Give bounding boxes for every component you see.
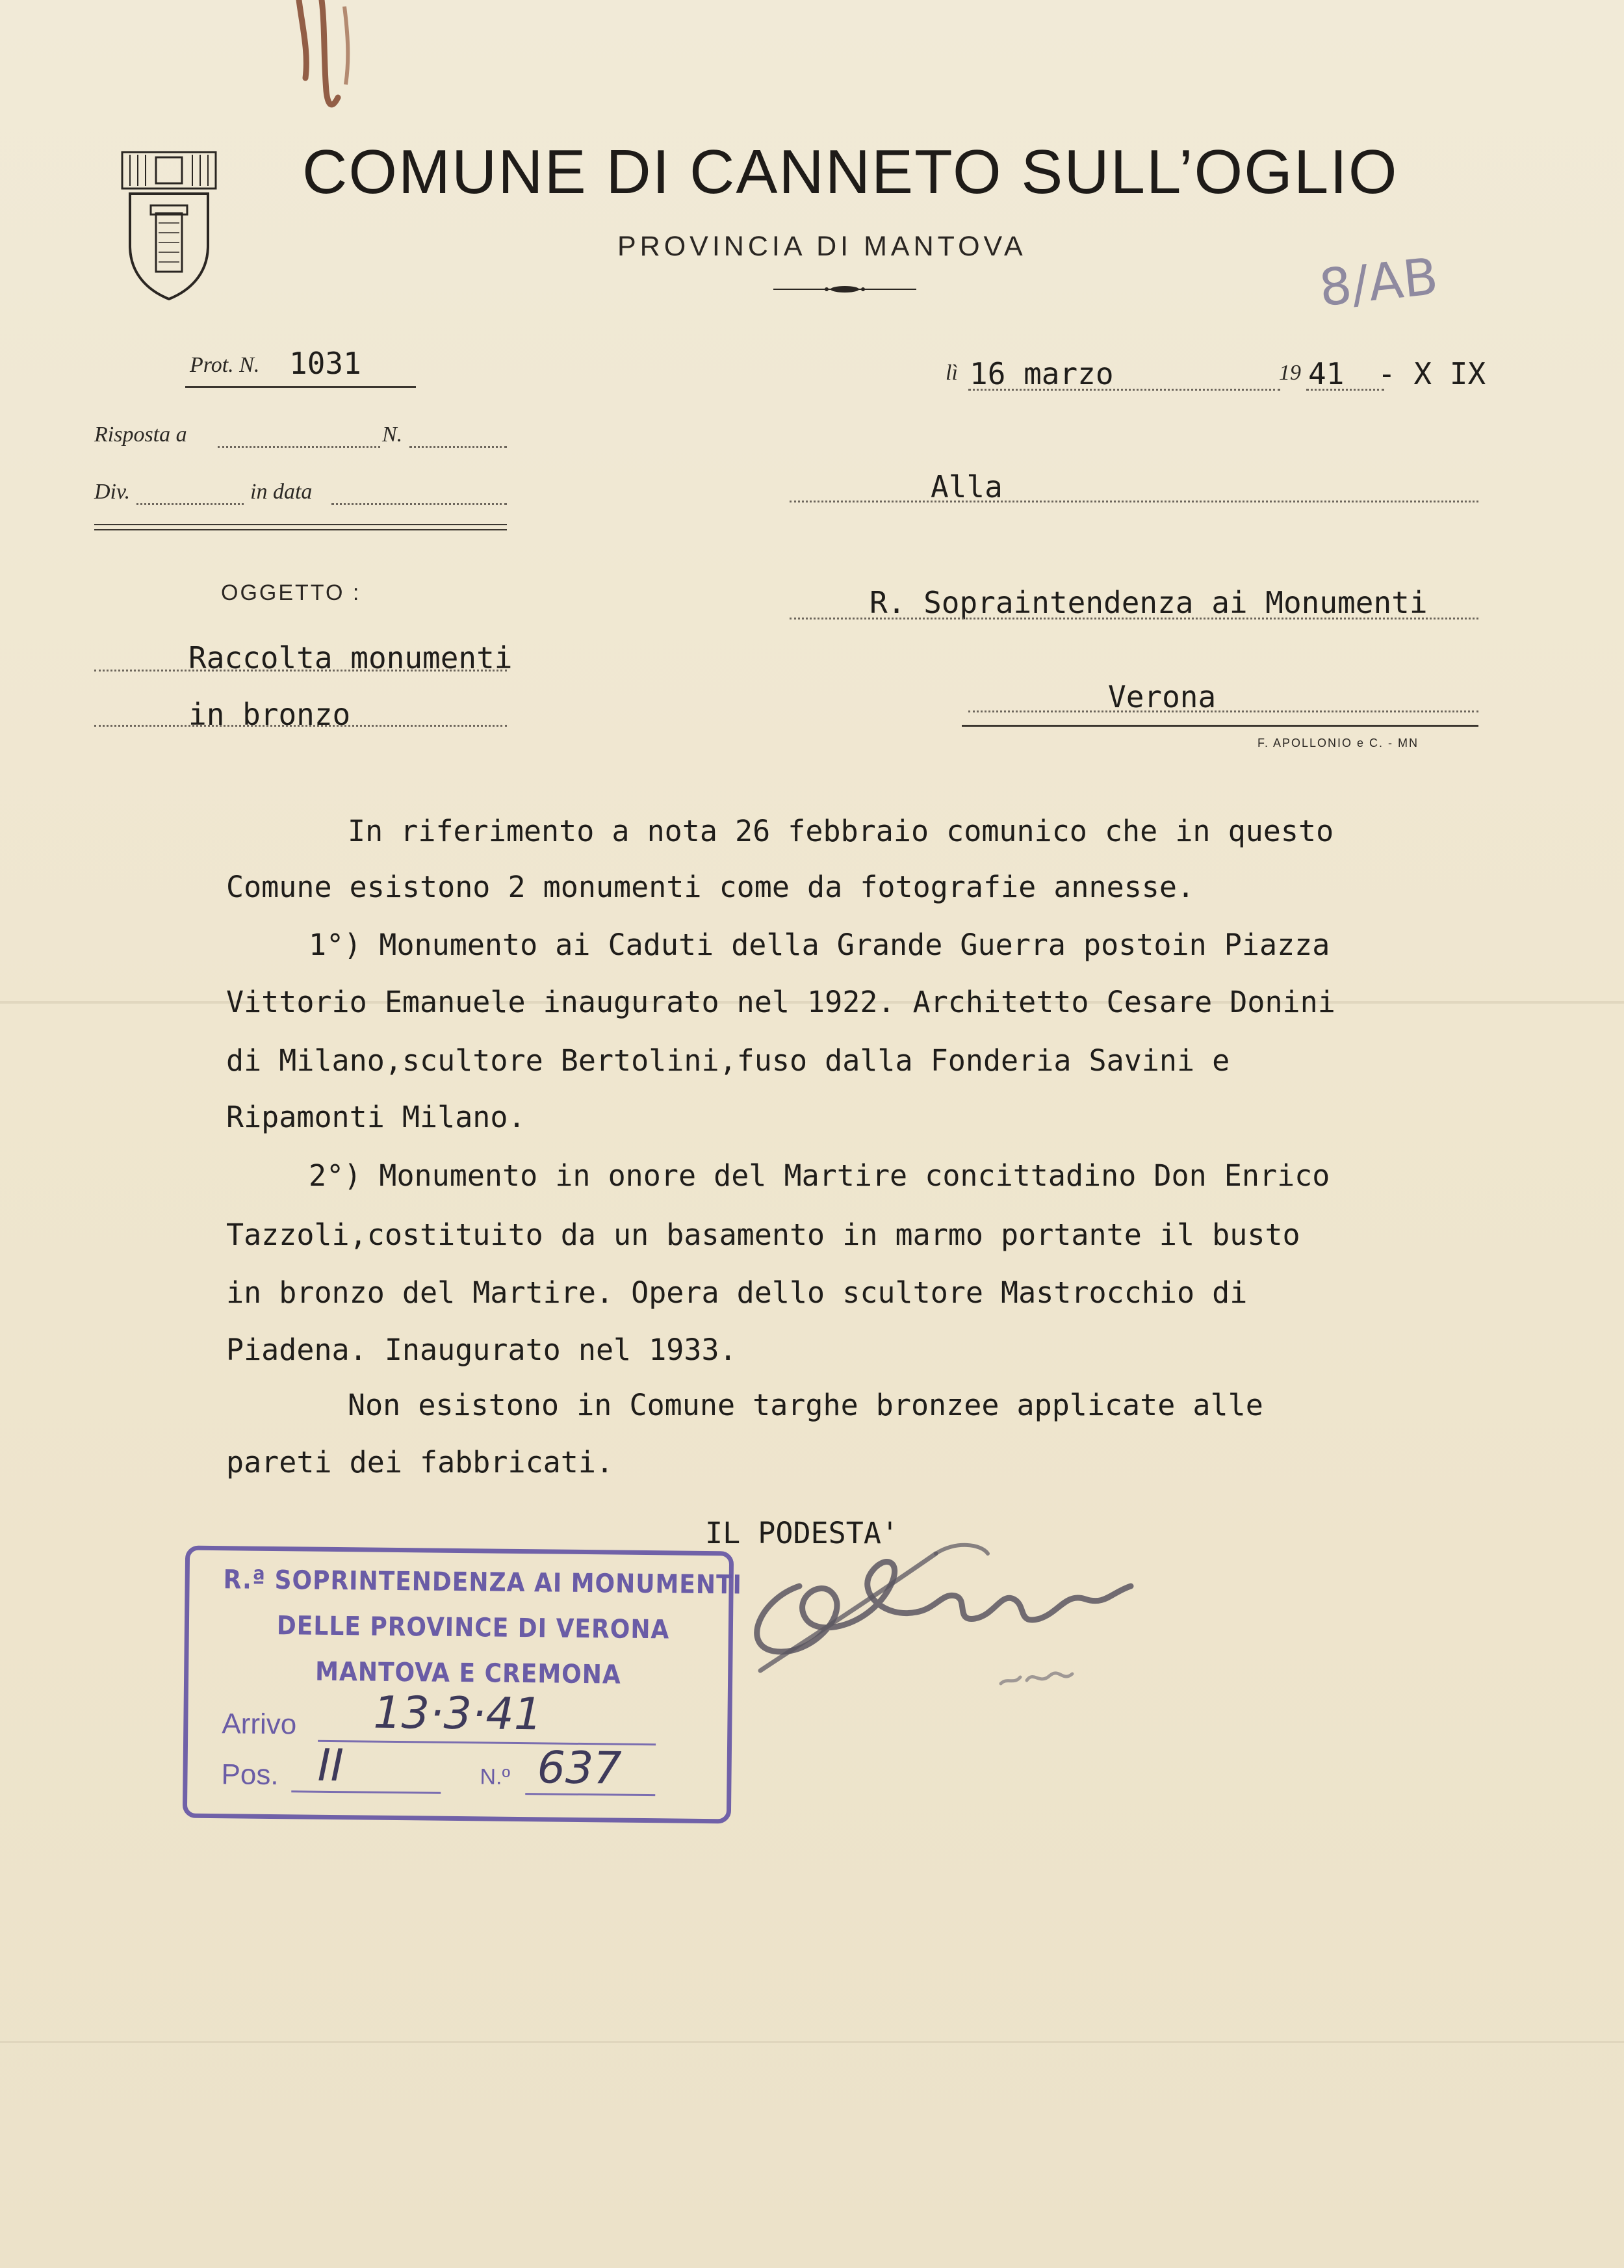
body-line: Non esistono in Comune targhe bronzee applicate alle <box>348 1388 1263 1422</box>
in-data-label: in data <box>250 480 313 504</box>
subject-label: OGGETTO : <box>221 580 361 605</box>
body-line: In riferimento a nota 26 febbraio comunico che in questo <box>348 814 1334 848</box>
body-line: di Milano,scultore Bertolini,fuso dalla Fonderia Savini e <box>226 1043 1230 1078</box>
coat-of-arms-icon <box>117 148 221 304</box>
body-line: Tazzoli,costituito da un basamento in marmo portante il busto <box>226 1218 1300 1252</box>
letterhead-title: COMUNE DI CANNETO SULL’OGLIO <box>302 137 1398 207</box>
handwritten-signature-icon <box>721 1515 1137 1710</box>
recipient-rule <box>962 725 1478 727</box>
stamp-no-label: N.º <box>480 1764 511 1790</box>
letterhead-subtitle: PROVINCIA DI MANTOVA <box>617 231 1027 262</box>
ink-stain-icon <box>286 0 364 117</box>
div-dotted-line <box>136 503 244 505</box>
stamp-arrivo-label: Arrivo <box>222 1708 297 1741</box>
reception-stamp <box>183 1546 743 1824</box>
date-day-month: 16 marzo <box>970 356 1114 391</box>
prot-label: Prot. N. <box>190 353 260 377</box>
body-line: 1°) Monumento ai Caduti della Grande Guerra postoin Piazza <box>309 928 1330 962</box>
recipient-line-2: R. Sopraintendenza ai Monumenti <box>870 585 1428 620</box>
body-line: Comune esistono 2 monumenti come da fotografie annesse. <box>226 870 1195 904</box>
year-suffix: 41 <box>1308 356 1345 391</box>
risposta-label: Risposta a <box>94 423 187 447</box>
signature-title: IL PODESTA' <box>705 1516 899 1550</box>
paper-fold <box>0 2041 1624 2043</box>
body-line: in bronzo del Martire. Opera dello scultore Mastrocchio di <box>226 1275 1248 1310</box>
body-line: 2°) Monumento in onore del Martire concittadino Don Enrico <box>309 1158 1330 1193</box>
recipient-dotted-line <box>968 710 1478 712</box>
recipient-dotted-line <box>790 618 1478 619</box>
year-prefix: 19 <box>1279 361 1301 385</box>
subject-dotted-line <box>94 725 507 727</box>
stamp-line-3: MANTOVA E CREMONA <box>315 1656 621 1690</box>
fascist-era-year: - X IX <box>1378 356 1486 391</box>
header-rule <box>94 524 507 525</box>
prot-underline <box>185 386 416 388</box>
recipient-line-1: Alla <box>931 469 1003 504</box>
body-line: pareti dei fabbricati. <box>226 1445 614 1479</box>
body-line: Piadena. Inaugurato nel 1933. <box>226 1333 737 1367</box>
recipient-dotted-line <box>790 501 1478 502</box>
subject-line-1: Raccolta monumenti <box>188 640 513 675</box>
header-rule <box>94 529 507 530</box>
stamp-line-1: R.ª SOPRINTENDENZA AI MONUMENTI <box>223 1565 743 1600</box>
ornament-divider-icon <box>773 285 916 294</box>
prot-number: 1031 <box>289 346 361 381</box>
n-label: N. <box>382 423 403 447</box>
stamp-arrivo-value: 13·3·41 <box>373 1687 543 1741</box>
risposta-dotted-line <box>218 446 380 448</box>
stamp-no-value: 637 <box>537 1742 622 1795</box>
body-line: Ripamonti Milano. <box>226 1100 526 1134</box>
date-prefix: lì <box>946 361 958 385</box>
stamp-pos-value: II <box>317 1740 344 1792</box>
handwritten-archive-note: 8/AB <box>1316 247 1441 319</box>
stamp-pos-line <box>291 1790 441 1793</box>
printer-mark: F. APOLLONIO e C. - MN <box>1257 736 1419 749</box>
subject-line-2: in bronzo <box>188 697 351 732</box>
stamp-line-2: DELLE PROVINCE DI VERONA <box>276 1611 670 1645</box>
date-dotted-line <box>968 389 1280 391</box>
in-data-dotted-line <box>331 503 507 505</box>
recipient-line-3: Verona <box>1108 679 1217 714</box>
n-dotted-line <box>409 446 507 448</box>
body-line: Vittorio Emanuele inaugurato nel 1922. Architetto Cesare Donini <box>226 985 1335 1019</box>
subject-dotted-line <box>94 670 507 671</box>
stamp-pos-label: Pos. <box>221 1758 279 1792</box>
div-label: Div. <box>94 480 131 504</box>
year-dotted-line <box>1306 389 1384 391</box>
